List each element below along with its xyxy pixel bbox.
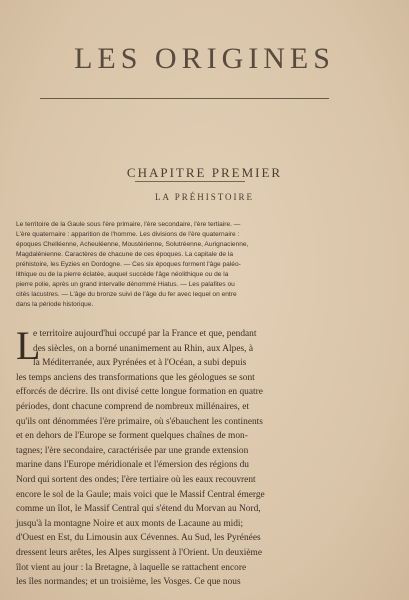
body-line: jusqu'à la montagne Noire et aux monts de Lacaune au midi; (16, 518, 244, 529)
summary-line: cités lacustres. — L'âge du bronze suivi de l'âge du fer avec lequel on entre (16, 291, 237, 298)
body-line: Nord qui sortent des ondes; l'ère tertiaire où les eaux recouvrent (16, 474, 256, 485)
summary-line: époques Chelléenne, Acheuléenne, Moustérienne, Solutréenne, Aurignacienne, (16, 241, 249, 248)
summary-line: lithique ou de la pierre éclatée, auquel succède l'âge néolithique ou de la (16, 271, 229, 278)
body-line: et en dehors de l'Europe se forment quelques chaînes de mon- (16, 431, 248, 442)
summary-line: pierre polie, après un grand intervalle dénommé Hiatus. — Les palafites ou (16, 281, 235, 288)
summary-line: dans la période historique. (16, 301, 94, 308)
body-line: les temps anciens des transformations que les géologues se sont (16, 372, 255, 383)
body-line: tagnes; l'ère secondaire, caractérisée par une grande extension (16, 445, 249, 456)
body-line: comme un îlot, le Massif Central qui s'étend du Morvan au Nord, (16, 504, 261, 515)
body-line: d'Ouest en Est, du Limousin aux Cévennes. Au Sud, les Pyrénées (16, 533, 261, 544)
summary-line: Magdalénienne. Caractères de chacune de ces époques. La capitale de la (16, 251, 234, 258)
chapter-heading: CHAPITRE PREMIER (126, 165, 283, 180)
body-line: e territoire aujourd'hui occupé par la France et que, pendant (33, 329, 257, 339)
body-line: la Méditerranée, aux Pyrénées et à l'Océan, a subi depuis (33, 358, 247, 369)
section-heading: LA PRÉHISTOIRE (154, 192, 255, 202)
drop-cap: L (16, 323, 41, 368)
summary-line: Le territoire de la Gaule sous l'ère primaire, l'ère secondaire, l'ère tertiaire. — (16, 221, 241, 228)
title-divider (40, 98, 329, 99)
body-line: des siècles, on a borné unanimement au Rhin, aux Alpes, à (33, 343, 253, 354)
body-line: efforcés de décrire. Ils ont divisé cette longue formation en quatre (16, 387, 263, 398)
page-title: LES ORIGINES (74, 42, 335, 75)
body-line: encore le sol de la Gaule; mais voici que le Massif Central émerge (16, 489, 265, 500)
body-line: dressent leurs arêtes, les Alpes surgissent à l'Orient. Un deuxième (16, 547, 262, 558)
summary-line: préhistoire, les Eyzies en Dordogne. — Ces six époques forment l'âge paléo- (16, 261, 241, 268)
body-line: périodes, dont chacune comprend de nombreux millénaires, et (16, 401, 249, 412)
body-line: les îles normandes; et un troisième, les Vosges. Ce que nous (16, 577, 241, 588)
summary-line: L'ère quaternaire : apparition de l'homme. Les divisions de l'ère quaternaire : (16, 231, 240, 238)
body-paragraph (16, 323, 338, 590)
chapter-summary (16, 220, 338, 310)
body-line: îlot vient au jour : la Bretagne, à laquelle se rattachent encore (16, 562, 247, 573)
body-line: marine dans l'Europe méridionale et l'émersion des régions du (16, 460, 249, 471)
chapter-divider (135, 181, 245, 182)
body-line: qu'ils ont dénommées l'ère primaire, où s'ébauchent les continents (16, 416, 263, 427)
